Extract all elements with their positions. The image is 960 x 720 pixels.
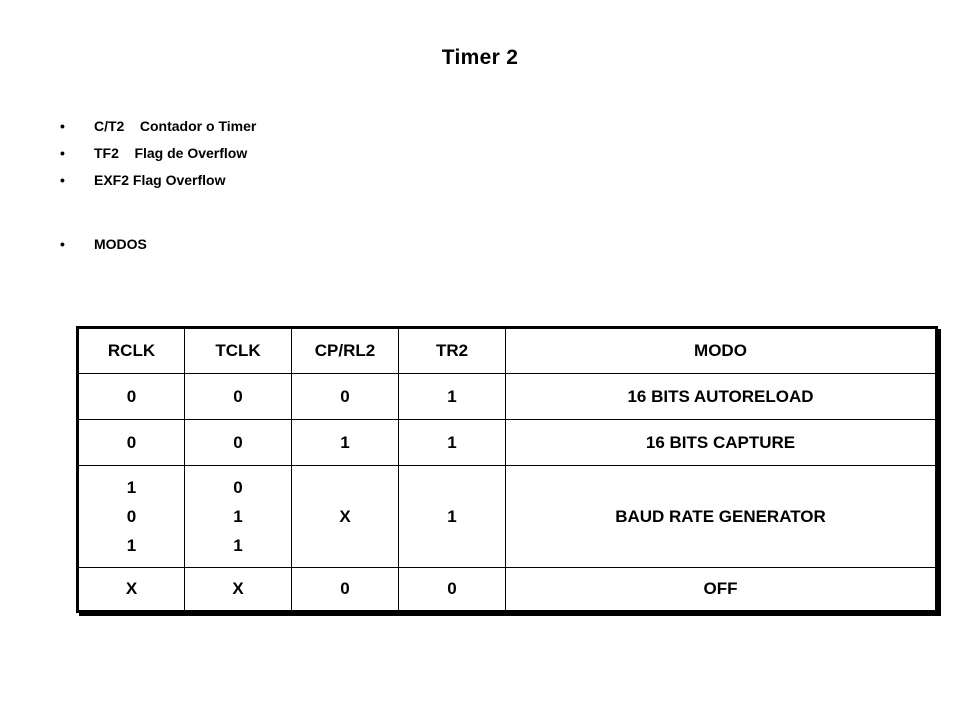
table-row [78, 466, 937, 568]
header-rclk: RCLK [78, 328, 185, 374]
bullet-item-exf2 [60, 170, 256, 197]
bullet-marker: • [60, 118, 65, 134]
bullet-item-modos [60, 234, 256, 261]
bullet-text-ct2: C/T2 Contador o Timer [94, 118, 257, 134]
cell-modo: 16 BITS AUTORELOAD [506, 374, 937, 420]
cell-tr2: 0 [399, 568, 506, 612]
bullet-list [60, 116, 256, 261]
cell-tclk-stack [185, 466, 292, 568]
cell-cprl2: 0 [292, 568, 399, 612]
cell-cprl2: X [292, 466, 399, 568]
cell-cprl2: 1 [292, 420, 399, 466]
cell-cprl2: 0 [292, 374, 399, 420]
bullet-item-tf2 [60, 143, 256, 170]
cell-tr2: 1 [399, 374, 506, 420]
cell-rclk-value: 0 [126, 507, 137, 526]
table-header-row [78, 328, 937, 374]
bullet-text-tf2: TF2 Flag de Overflow [94, 145, 248, 161]
table-row [78, 568, 937, 612]
cell-tclk-value: 1 [233, 507, 243, 526]
bullet-text-exf2: EXF2 Flag Overflow [94, 172, 226, 188]
cell-tclk-value: 0 [233, 478, 243, 497]
bullet-item-ct2 [60, 116, 256, 143]
cell-rclk-stack [78, 466, 185, 568]
cell-modo: OFF [506, 568, 937, 612]
bullet-marker: • [60, 145, 65, 161]
slide-title: Timer 2 [441, 46, 519, 69]
header-cprl2: CP/RL2 [292, 328, 399, 374]
cell-tclk: 0 [185, 420, 292, 466]
cell-rclk: 0 [78, 374, 185, 420]
cell-tr2: 1 [399, 420, 506, 466]
bullet-marker: • [60, 172, 65, 188]
cell-modo: 16 BITS CAPTURE [506, 420, 937, 466]
cell-tclk-value: 1 [233, 536, 243, 555]
cell-modo: BAUD RATE GENERATOR [506, 466, 937, 568]
table-row [78, 420, 937, 466]
bullet-marker: • [60, 236, 65, 252]
cell-rclk-value: 1 [126, 536, 137, 555]
header-tclk: TCLK [185, 328, 292, 374]
header-modo: MODO [506, 328, 937, 374]
bullet-text-modos: MODOS [94, 236, 147, 252]
cell-tclk: X [185, 568, 292, 612]
cell-rclk: 0 [78, 420, 185, 466]
cell-rclk-value: 1 [126, 478, 137, 497]
cell-tclk: 0 [185, 374, 292, 420]
table-row [78, 374, 937, 420]
timer2-modes-table [76, 326, 938, 613]
cell-rclk: X [78, 568, 185, 612]
header-tr2: TR2 [399, 328, 506, 374]
cell-tr2: 1 [399, 466, 506, 568]
